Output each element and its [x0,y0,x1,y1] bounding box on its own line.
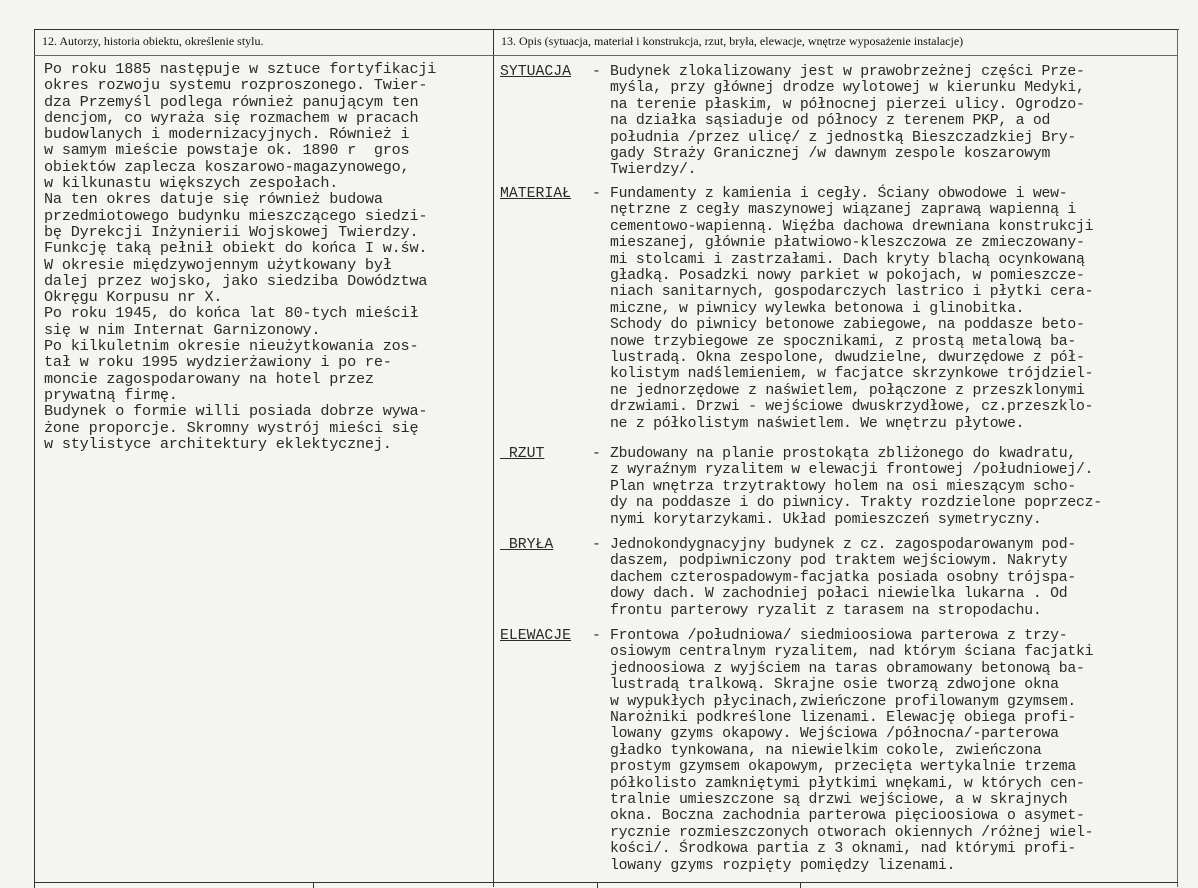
text-line: Jednokondygnacyjny budynek z cz. zagospodarowanym pod- [610,537,1076,553]
text-line: lustradą tralkową. Skrajne osie tworzą zdwojone okna [610,677,1059,694]
text-line: gładką. Posadzki nowy parkiet w pokojach, w pomieszcze- [610,268,1085,285]
text-line: obiektów zaplecza koszarowo-magazynowego, [44,157,410,176]
section-dash: - [592,446,601,462]
text-line: dalej przez wojsko, jako siedziba Dowództwa [44,271,428,290]
section-dash: - [592,628,601,644]
field-12-header: 12. Autorzy, historia obiektu, określenie stylu. [42,34,264,48]
text-line: kolistym nadślemieniem, w facjatce skrzynkowe trójdziel- [610,366,1094,383]
text-line: cementowo-wapienną. Więźba dachowa drewniana konstrukcji [610,218,1094,235]
text-line: tał w roku 1995 wydzierżawiony i po re- [44,353,392,372]
bottom-tick [597,882,598,888]
text-line: lowany gzyms rozpięty pomiędzy lizenami. [610,857,956,874]
text-line: bę Dyrekcji Inżynierii Wojskowej Twierdzy. [44,222,419,241]
text-line: nymi korytarzykami. Układ pomieszczeń symetryczny. [610,511,1042,528]
text-line: w samym mieście powstaje ok. 1890 r gros [44,141,410,160]
text-line: tralnie umieszczone są drzwi wejściowe, a w skrajnych [610,792,1068,809]
text-line: Po roku 1885 następuje w sztuce fortyfikacji [44,60,437,78]
section-body [610,446,1182,528]
text-line: nętrzne z cegły maszynowej wiązanej zaprawą wapienną i [610,202,1076,219]
text-line: miczne, w piwnicy wylewka betonowa i glinobitka. [610,300,1025,317]
text-line: budowlanych i modernizacyjnych. Również i [44,125,410,144]
text-line: Plan wnętrza trzytraktowy holem na osi mieszącym scho- [610,478,1076,495]
text-line: Fundamenty z kamienia i cegły. Ściany obwodowe i wew- [610,186,1068,202]
text-line: dza Przemyśl podlega również panującym ten [44,92,419,111]
text-line: mieszanej, głównie płatwiowo-kleszczowa ze zmieczowany- [610,235,1085,252]
text-line: gady Straży Granicznej /w dawnym zespole koszarowym [610,146,1051,163]
text-line: Budynek zlokalizowany jest w prawobrzeżnej części Prze- [610,64,1085,80]
text-line: dencjom, co wyraża się rozmachem w pracach [44,108,419,127]
text-line: drzwiami. Drzwi - wejściowe dwuskrzydłowe, cz.przeszklo- [610,399,1094,416]
text-line: w stylistyce architektury eklektycznej. [44,434,392,453]
text-line: lowany gzyms okapowy. Wejściowa /północna/-parterowa [610,726,1059,743]
text-line: Twierdzy/. [610,162,697,179]
text-line: okna. Boczna zachodnia parterowa pięcioosiowa o asymet- [610,808,1085,825]
text-line: Frontowa /południowa/ siedmioosiowa parterowa z trzy- [610,628,1068,644]
section-label: ELEWACJE [500,628,572,644]
text-line: okres rozwoju systemu rozproszonego. Twier- [44,76,428,95]
text-line: Okręgu Korpusu nr X. [44,288,223,307]
text-line: rycznie rozmieszczonych otworach okiennych /różnej wiel- [610,824,1094,841]
text-line: mi stolcami i zastrzałami. Dach kryty blachą ocynkowaną [610,251,1085,268]
text-line: ne jednorzędowe z naświetlem, połączone z przeszklonymi [610,382,1085,399]
text-line: Budynek o formie willi posiada dobrze wywa- [44,402,428,421]
section-dash: - [592,64,601,80]
text-line: Po kilkuletnim okresie nieużytkowania zos- [44,337,419,356]
text-line: Na ten okres datuje się również budowa [44,190,383,209]
field-13-header: 13. Opis (sytuacja, materiał i konstrukcja, rzut, bryła, elewacje, wnętrze wyposażenie instalacje) [501,34,964,48]
text-line: Po roku 1945, do końca lat 80-tych mieścił [44,304,419,323]
section-body [610,64,1182,179]
section-label: SYTUACJA [500,64,572,80]
section-label: MATERIAŁ [500,186,572,202]
text-line: Funkcję taką pełnił obiekt do końca I w.św. [44,239,428,258]
text-line: daszem, podpiwniczony pod traktem wejściowym. Nakryty [610,553,1068,570]
section-label: BRYŁA [500,537,554,553]
text-line: Zbudowany na planie prostokąta zbliżonego do kwadratu, [610,446,1076,462]
section-body [610,186,1182,432]
text-line: na działka sąsiaduje od północy z terenem PKP, a od [610,113,1051,130]
section-body [610,628,1182,874]
text-line: frontu parterowy ryzalit z tarasem na stropodachu. [610,602,1042,619]
text-line: kości/. Środkowa partia z 3 oknami, nad którymi profi- [610,841,1076,858]
text-line: myśla, przy głównej drodze wylotowej w kierunku Medyki, [610,80,1085,97]
text-line: dowy dach. W zachodniej połaci niewielka lukarna . Od [610,586,1068,603]
text-line: W okresie międzywojennym użytkowany był [44,255,392,274]
text-line: Narożniki podkreślone lizenami. Elewację obiega profi- [610,710,1076,727]
text-line: niach sanitarnych, gospodarczych lastrico i płytki cera- [610,284,1094,301]
text-line: Schody do piwnicy betonowe zabiegowe, na poddasze beto- [610,317,1085,334]
section-body [610,537,1182,619]
text-line: w kilkunastu większych zespołach. [44,174,339,193]
bottom-rule [34,882,1178,883]
text-line: prostym gzymsem okapowym, przecięta wertykalnie trzema [610,759,1076,776]
bottom-tick [800,882,801,888]
text-line: się w nim Internat Garnizonowy. [44,320,321,339]
text-line: przedmiotowego budynku mieszczącego siedzi- [44,206,428,225]
text-line: dachem czterospadowym-facjatka posiada osobny trójspa- [610,569,1076,586]
text-line: prywatną firmę. [44,385,178,404]
column-divider [493,29,494,887]
text-line: na terenie płaskim, w północnej pierzei ulicy. Ogrodzo- [610,96,1085,113]
text-line: nowe trzybiegowe ze spocznikami, z prostą metalową ba- [610,333,1076,350]
text-line: jednoosiowa z wyjściem na taras obramowany betonową ba- [610,660,1085,677]
text-line: moncie zagospodarowany na hotel przez [44,369,374,388]
text-line: południa /przez ulicę/ z jednostką Bieszczadzkiej Bry- [610,129,1076,146]
text-line: półkolisto zamkniętymi płytkimi wnękami, w których cen- [610,775,1085,792]
bottom-tick [313,882,314,888]
text-line: osiowym centralnym ryzalitem, nad którym ściana facjatki [610,644,1094,661]
history-text [44,61,489,452]
text-line: z wyraźnym ryzalitem w elewacji frontowej /południowej/. [610,462,1094,479]
section-dash: - [592,186,601,202]
text-line: żone proporcje. Skromny wystrój mieści się [44,418,419,437]
section-label: RZUT [500,446,545,462]
text-line: w wypukłych płycinach,zwieńczone profilowanym gzymsem. [610,693,1076,710]
text-line: ne z półkolistym naświetlem. We wnętrzu płytowe. [610,415,1025,432]
text-line: lustradą. Okna zespolone, dwudzielne, dwurzędowe z pół- [610,350,1085,367]
section-dash: - [592,537,601,553]
header-rule [34,55,1178,56]
text-line: gładko tynkowana, na niewielkim cokole, zwieńczona [610,742,1042,759]
text-line: dy na poddasze i do piwnicy. Trakty rozdzielone poprzecz- [610,495,1102,512]
